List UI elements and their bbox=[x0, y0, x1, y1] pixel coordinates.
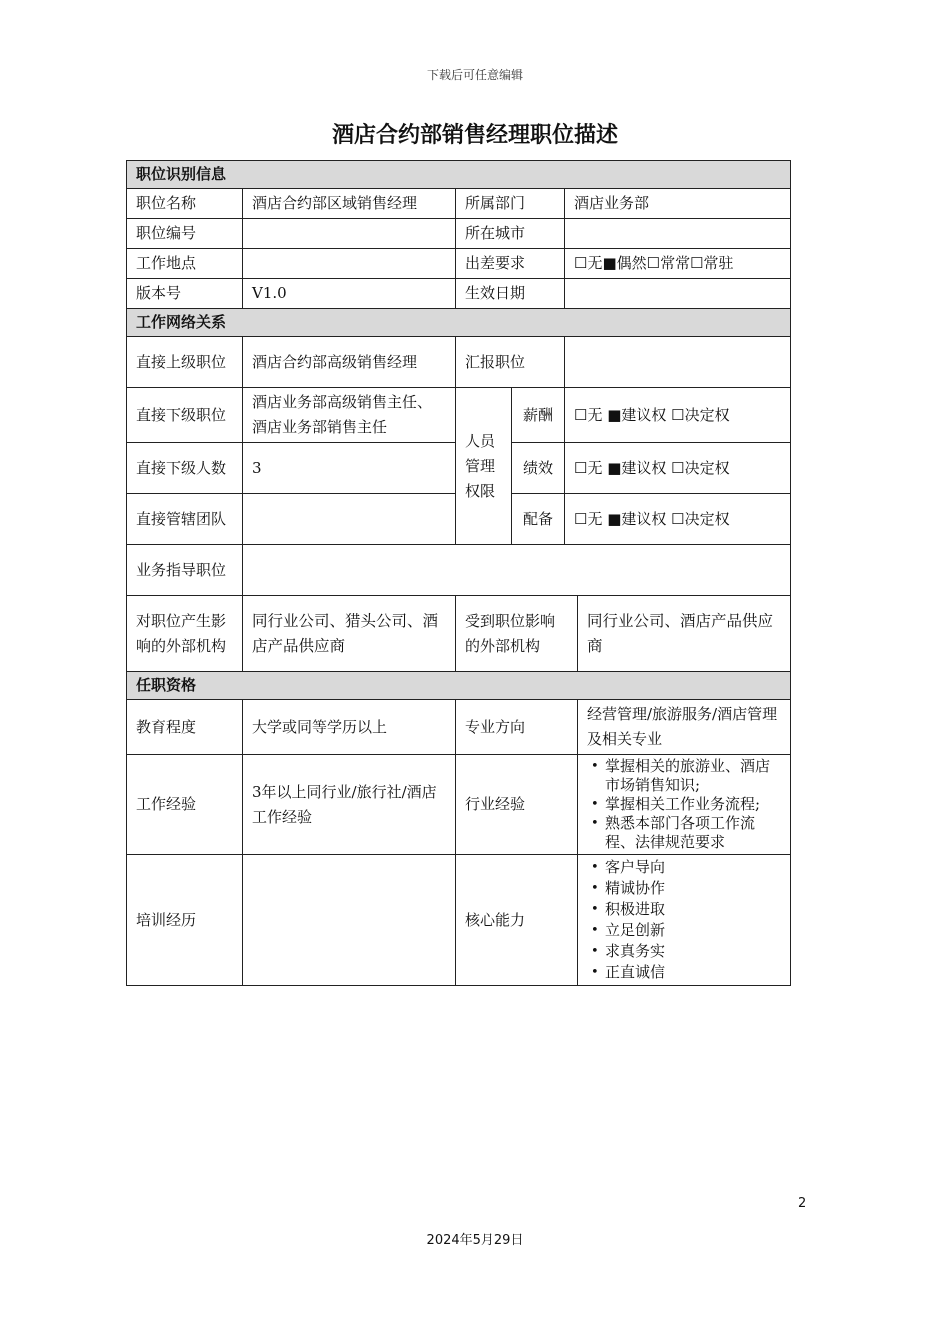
performance-options: ☐无 ■建议权 ☐决定权 bbox=[565, 443, 791, 494]
external-influence-value: 同行业公司、猎头公司、酒店产品供应商 bbox=[243, 596, 456, 672]
influenced-label: 受到职位影响的外部机构 bbox=[456, 596, 578, 672]
experience-value: 3年以上同行业/旅行社/酒店工作经验 bbox=[243, 755, 456, 855]
external-influence-label: 对职位产生影响的外部机构 bbox=[127, 596, 243, 672]
position-code-value bbox=[243, 219, 456, 249]
travel-options: ☐无■偶然☐常常☐常驻 bbox=[565, 249, 791, 279]
performance-label: 绩效 bbox=[512, 443, 565, 494]
section-qualification: 任职资格 bbox=[127, 672, 791, 700]
position-code-label: 职位编号 bbox=[127, 219, 243, 249]
department-label: 所属部门 bbox=[456, 189, 565, 219]
position-name-label: 职位名称 bbox=[127, 189, 243, 219]
work-location-value bbox=[243, 249, 456, 279]
influenced-value: 同行业公司、酒店产品供应商 bbox=[578, 596, 791, 672]
list-item: • 积极进取 bbox=[605, 899, 781, 920]
superior-value: 酒店合约部高级销售经理 bbox=[243, 337, 456, 388]
sub-count-label: 直接下级人数 bbox=[127, 443, 243, 494]
list-item: • 熟悉本部门各项工作流程、法律规范要求 bbox=[605, 814, 781, 852]
industry-exp-list bbox=[587, 757, 781, 852]
authority-label: 人员管理权限 bbox=[456, 388, 512, 545]
list-item: • 精诚协作 bbox=[605, 878, 781, 899]
industry-exp-label: 行业经验 bbox=[456, 755, 578, 855]
city-label: 所在城市 bbox=[456, 219, 565, 249]
staffing-label: 配备 bbox=[512, 494, 565, 545]
version-label: 版本号 bbox=[127, 279, 243, 309]
list-item: • 客户导向 bbox=[605, 857, 781, 878]
pay-label: 薪酬 bbox=[512, 388, 565, 443]
team-value bbox=[243, 494, 456, 545]
list-item: • 正直诚信 bbox=[605, 962, 781, 983]
education-label: 教育程度 bbox=[127, 700, 243, 755]
staffing-options: ☐无 ■建议权 ☐决定权 bbox=[565, 494, 791, 545]
report-value bbox=[565, 337, 791, 388]
report-label: 汇报职位 bbox=[456, 337, 565, 388]
effective-date-value bbox=[565, 279, 791, 309]
guidance-label: 业务指导职位 bbox=[127, 545, 243, 596]
industry-exp-cell bbox=[578, 755, 791, 855]
document-title: 酒店合约部销售经理职位描述 bbox=[331, 123, 618, 148]
training-value bbox=[243, 855, 456, 986]
department-value: 酒店业务部 bbox=[565, 189, 791, 219]
subordinate-value: 酒店业务部高级销售主任、酒店业务部销售主任 bbox=[243, 388, 456, 443]
sub-count-value: 3 bbox=[243, 443, 456, 494]
city-value bbox=[565, 219, 791, 249]
major-value: 经营管理/旅游服务/酒店管理及相关专业 bbox=[578, 700, 791, 755]
superior-label: 直接上级职位 bbox=[127, 337, 243, 388]
core-label: 核心能力 bbox=[456, 855, 578, 986]
section-identity: 职位识别信息 bbox=[127, 161, 791, 189]
footer-date: 2024年5月29日 bbox=[426, 1233, 524, 1248]
guidance-value bbox=[243, 545, 791, 596]
version-value: V1.0 bbox=[243, 279, 456, 309]
list-item: • 掌握相关的旅游业、酒店市场销售知识; bbox=[605, 757, 781, 795]
list-item: • 掌握相关工作业务流程; bbox=[605, 795, 781, 814]
list-item: • 求真务实 bbox=[605, 941, 781, 962]
training-label: 培训经历 bbox=[127, 855, 243, 986]
work-location-label: 工作地点 bbox=[127, 249, 243, 279]
major-label: 专业方向 bbox=[456, 700, 578, 755]
list-item: • 立足创新 bbox=[605, 920, 781, 941]
page-number: 2 bbox=[798, 1196, 807, 1211]
education-value: 大学或同等学历以上 bbox=[243, 700, 456, 755]
core-cell bbox=[578, 855, 791, 986]
core-list bbox=[587, 857, 781, 983]
header-note: 下载后可任意编辑 bbox=[426, 68, 523, 82]
effective-date-label: 生效日期 bbox=[456, 279, 565, 309]
travel-label: 出差要求 bbox=[456, 249, 565, 279]
section-network: 工作网络关系 bbox=[127, 309, 791, 337]
team-label: 直接管辖团队 bbox=[127, 494, 243, 545]
job-description-table bbox=[126, 160, 791, 986]
experience-label: 工作经验 bbox=[127, 755, 243, 855]
position-name-value: 酒店合约部区域销售经理 bbox=[243, 189, 456, 219]
subordinate-label: 直接下级职位 bbox=[127, 388, 243, 443]
pay-options: ☐无 ■建议权 ☐决定权 bbox=[565, 388, 791, 443]
